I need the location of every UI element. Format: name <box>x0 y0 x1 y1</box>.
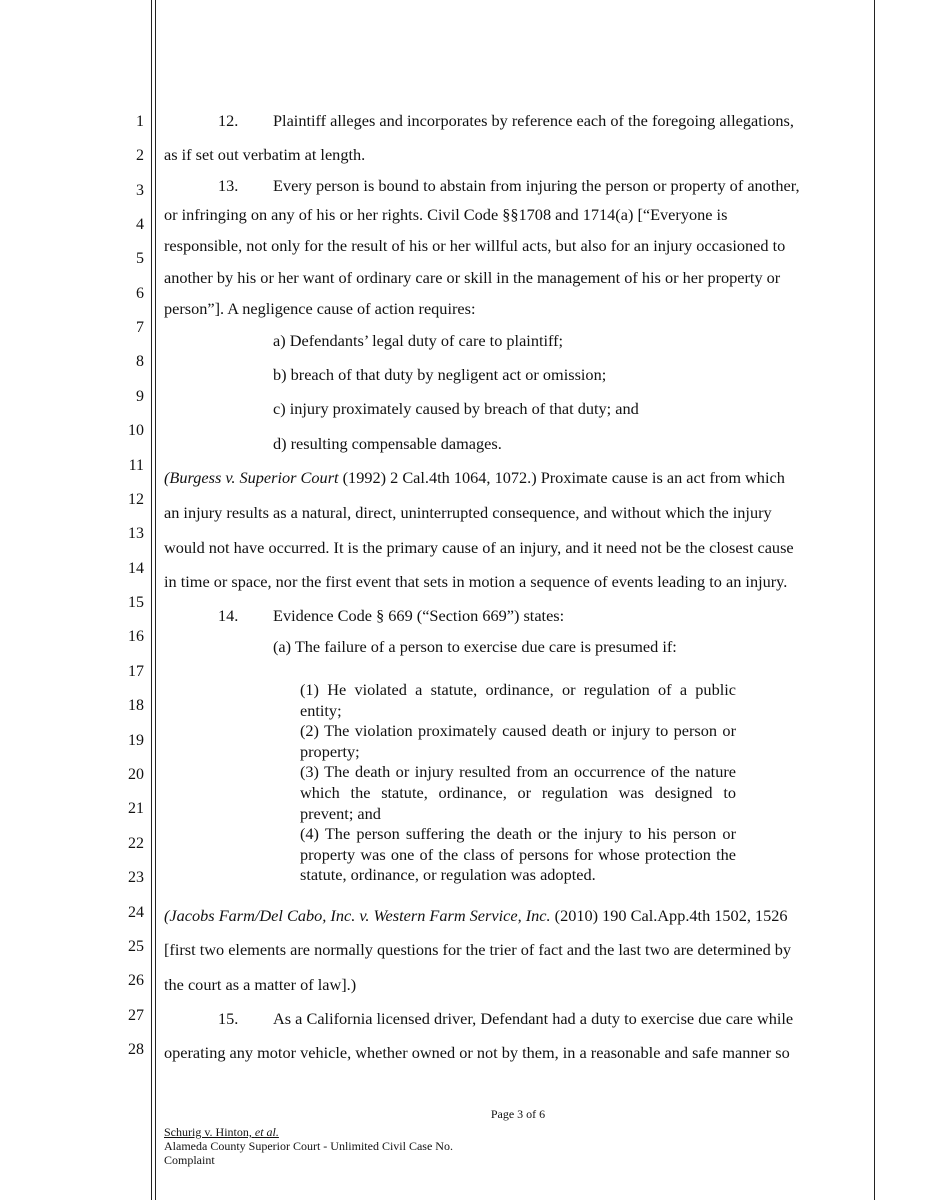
line-number: 15 <box>128 594 144 611</box>
line-number: 10 <box>128 422 144 439</box>
line-number: 11 <box>128 457 144 474</box>
paragraph-number: 14. <box>218 606 239 625</box>
case-name: (Jacobs Farm/Del Cabo, Inc. v. Western Farm Service, Inc. <box>164 906 551 925</box>
quote-item: (4) The person suffering the death or the injury to his person or property was one of the class of persons for whose protection the statute, ordinance, or regulation was adopted. <box>300 824 736 885</box>
left-margin-rule-inner <box>155 0 156 1200</box>
line-number: 5 <box>136 250 144 267</box>
paragraph-number: 15. <box>218 1009 239 1028</box>
body-text-line: Plaintiff alleges and incorporates by reference each of the foregoing allegations, <box>273 111 794 130</box>
line-number: 25 <box>128 938 144 955</box>
footer-case-name <box>164 1126 279 1138</box>
body-text-line: the court as a matter of law].) <box>164 975 357 994</box>
page-number: Page 3 of 6 <box>490 1107 546 1121</box>
line-number: 24 <box>128 904 144 921</box>
body-text-line: another by his or her want of ordinary care or skill in the management of his or her property or <box>164 268 781 287</box>
body-text-line: As a California licensed driver, Defendant had a duty to exercise due care while <box>273 1009 794 1028</box>
list-item: c) injury proximately caused by breach of that duty; and <box>273 399 639 418</box>
line-number: 19 <box>128 732 144 749</box>
quote-item: (2) The violation proximately caused death or injury to person or property; <box>300 721 736 761</box>
footer-court: Alameda County Superior Court - Unlimited Civil Case No. <box>164 1139 453 1153</box>
line-number: 17 <box>128 663 144 680</box>
line-number: 26 <box>128 972 144 989</box>
line-number: 6 <box>136 285 144 302</box>
case-name: Schurig v. Hinton, <box>164 1125 255 1139</box>
line-number: 2 <box>136 147 144 164</box>
body-text-line: Every person is bound to abstain from injuring the person or property of another, <box>273 176 800 195</box>
body-text-line: [first two elements are normally questions for the trier of fact and the last two are determined by <box>164 940 792 959</box>
list-item: (a) The failure of a person to exercise due care is presumed if: <box>273 637 677 656</box>
line-number: 18 <box>128 697 144 714</box>
line-number: 3 <box>136 182 144 199</box>
right-margin-rule <box>874 0 875 1200</box>
footer-doc-type: Complaint <box>164 1153 215 1167</box>
case-name: (Burgess v. Superior Court <box>164 468 339 487</box>
body-text-line: person”]. A negligence cause of action requires: <box>164 299 476 318</box>
line-number: 9 <box>136 388 144 405</box>
citation-text: (2010) 190 Cal.App.4th 1502, 1526 <box>550 906 788 925</box>
line-number: 28 <box>128 1041 144 1058</box>
list-item: d) resulting compensable damages. <box>273 434 502 453</box>
case-etal: et al. <box>254 1125 279 1139</box>
body-text-line: an injury results as a natural, direct, uninterrupted consequence, and without which the injury <box>164 503 772 522</box>
body-text-line: in time or space, nor the first event that sets in motion a sequence of events leading to an injury. <box>164 572 788 591</box>
citation-line <box>164 906 788 926</box>
body-text-line: operating any motor vehicle, whether owned or not by them, in a reasonable and safe manner so <box>164 1043 790 1062</box>
body-text-line: or infringing on any of his or her rights. Civil Code §§1708 and 1714(a) [“Everyone is <box>164 205 728 224</box>
line-number: 7 <box>136 319 144 336</box>
line-number: 23 <box>128 869 144 886</box>
line-number: 13 <box>128 525 144 542</box>
paragraph-number: 13. <box>218 176 239 195</box>
body-text-line: as if set out verbatim at length. <box>164 145 366 164</box>
line-number: 21 <box>128 800 144 817</box>
list-item: a) Defendants’ legal duty of care to plaintiff; <box>273 331 564 350</box>
paragraph-number: 12. <box>218 111 239 130</box>
line-number: 22 <box>128 835 144 852</box>
body-text-line: Evidence Code § 669 (“Section 669”) states: <box>273 606 565 625</box>
citation-line <box>164 468 785 488</box>
line-number: 4 <box>136 216 144 233</box>
body-text-line: would not have occurred. It is the primary cause of an injury, and it need not be the closest cause <box>164 538 794 557</box>
line-number: 16 <box>128 628 144 645</box>
line-number: 27 <box>128 1007 144 1024</box>
line-number: 8 <box>136 353 144 370</box>
left-margin-rule-outer <box>151 0 152 1200</box>
quote-item: (3) The death or injury resulted from an occurrence of the nature which the statute, ordinance, or regulation was designed to prevent; and <box>300 762 736 823</box>
list-item: b) breach of that duty by negligent act or omission; <box>273 365 607 384</box>
line-number: 12 <box>128 491 144 508</box>
body-text-line: responsible, not only for the result of his or her willful acts, but also for an injury occasioned to <box>164 236 786 255</box>
line-number: 1 <box>136 113 144 130</box>
citation-text: (1992) 2 Cal.4th 1064, 1072.) Proximate cause is an act from which <box>338 468 785 487</box>
quote-item: (1) He violated a statute, ordinance, or regulation of a public entity; <box>300 680 736 720</box>
line-number: 20 <box>128 766 144 783</box>
line-number: 14 <box>128 560 144 577</box>
statute-quote <box>300 680 736 886</box>
